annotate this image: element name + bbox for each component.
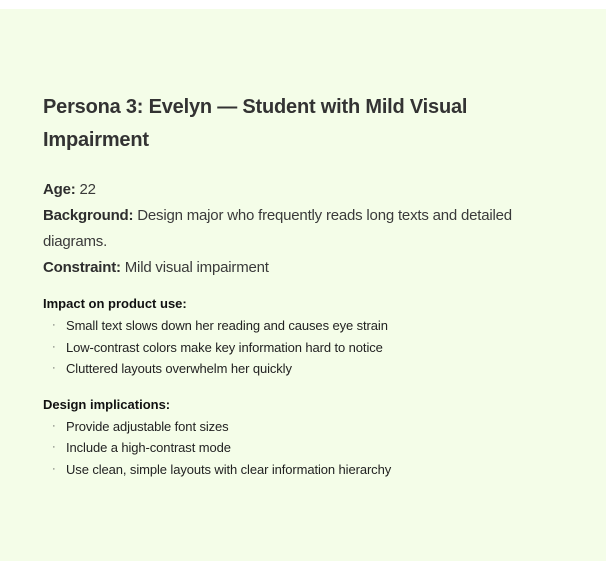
fact-label: Age: xyxy=(43,181,76,198)
list-item xyxy=(43,337,573,359)
list-item-text: Low-contrast colors make key information hard to notice xyxy=(66,339,383,355)
fact-constraint xyxy=(43,255,573,281)
implications-list xyxy=(43,416,573,481)
fact-label: Constraint: xyxy=(43,259,121,276)
fact-value: 22 xyxy=(75,181,96,198)
impact-list xyxy=(43,315,573,380)
bullet-dot-icon: · xyxy=(52,362,56,374)
list-item-text: Cluttered layouts overwhelm her quickly xyxy=(66,361,292,376)
design-implications-section xyxy=(43,396,573,481)
bullet-dot-icon: · xyxy=(52,340,56,353)
bullet-dot-icon: · xyxy=(52,319,56,331)
list-item-text: Provide adjustable font sizes xyxy=(66,418,229,434)
list-item-text: Small text slows down her reading and causes eye strain xyxy=(66,318,388,333)
persona-facts xyxy=(43,177,573,281)
bullet-dot-icon: · xyxy=(52,419,56,432)
fact-age xyxy=(43,177,573,203)
bullet-dot-icon: · xyxy=(52,462,56,475)
persona-content xyxy=(43,91,573,480)
list-item-text: Use clean, simple layouts with clear information hierarchy xyxy=(66,461,392,477)
list-item xyxy=(43,358,573,380)
fact-label: Background: xyxy=(43,207,134,224)
bullet-dot-icon: · xyxy=(52,441,56,453)
persona-title: Persona 3: Evelyn — Student with Mild Visual Impairment xyxy=(43,96,468,151)
fact-value: Mild visual impairment xyxy=(120,259,269,276)
persona-card xyxy=(0,9,606,561)
list-item-text: Include a high-contrast mode xyxy=(66,440,231,455)
section-heading: Design implications: xyxy=(43,396,171,412)
fact-value: Design major who frequently reads long texts and detailed diagrams. xyxy=(43,207,512,250)
list-item xyxy=(43,437,573,459)
list-item xyxy=(43,315,573,337)
list-item xyxy=(43,416,573,438)
list-item xyxy=(43,459,573,481)
fact-background xyxy=(43,203,573,255)
impact-section xyxy=(43,295,573,380)
section-heading: Impact on product use: xyxy=(43,296,187,311)
